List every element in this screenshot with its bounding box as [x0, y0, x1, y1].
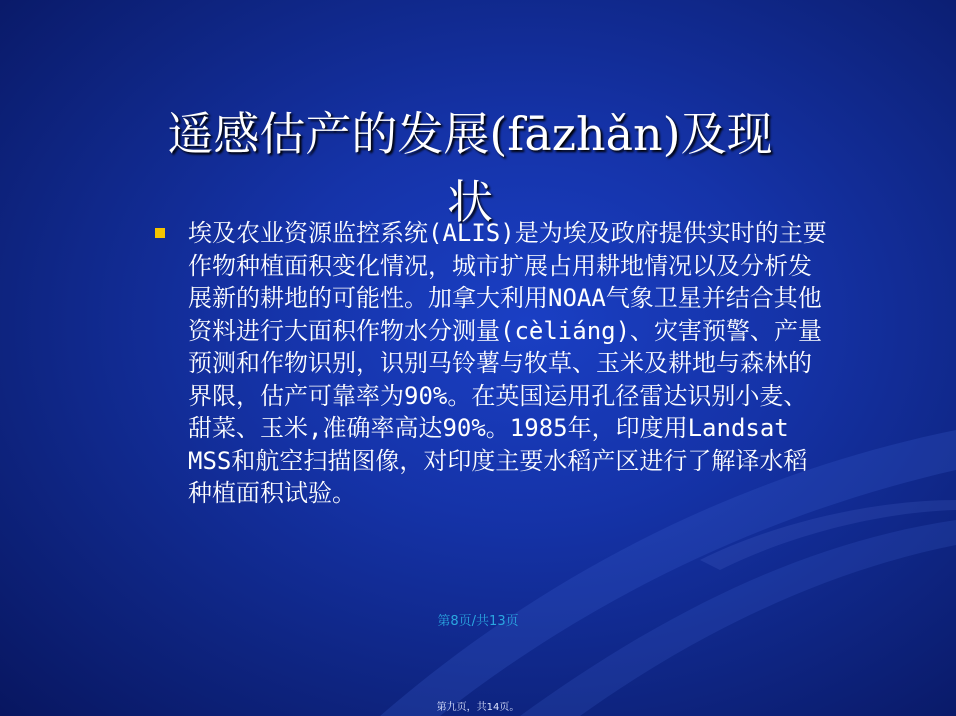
slide-title: 遥感估产的发展(fāzhǎn)及现状 [167, 107, 773, 229]
bullet-text: 埃及农业资源监控系统(ALIS)是为埃及政府提供实时的主要作物种植面积变化情况，城市扩展占用耕地情况以及分析发展新的耕地的可能性。加拿大利用NOAA气象卫星并结合其他资料进行大面积作物水分测量(cèliáng)、灾害预警、产量预测和作物识别，识别马铃薯与牧草、玉米及耕地与森林的界限，估产可靠率为90%。在英国运用孔径雷达识别小麦、甜菜、玉米,准确率高达90%。1985年，印度用Landsat MSS和航空扫描图像，对印度主要水稻产区进行了解译水稻种植面积试验。 [188, 219, 827, 507]
page-number: 第8页/共13页 [437, 614, 519, 629]
square-bullet-icon [155, 228, 165, 238]
bullet-item [150, 217, 830, 510]
footer-page-label: 第九页，共14页。 [436, 702, 520, 713]
